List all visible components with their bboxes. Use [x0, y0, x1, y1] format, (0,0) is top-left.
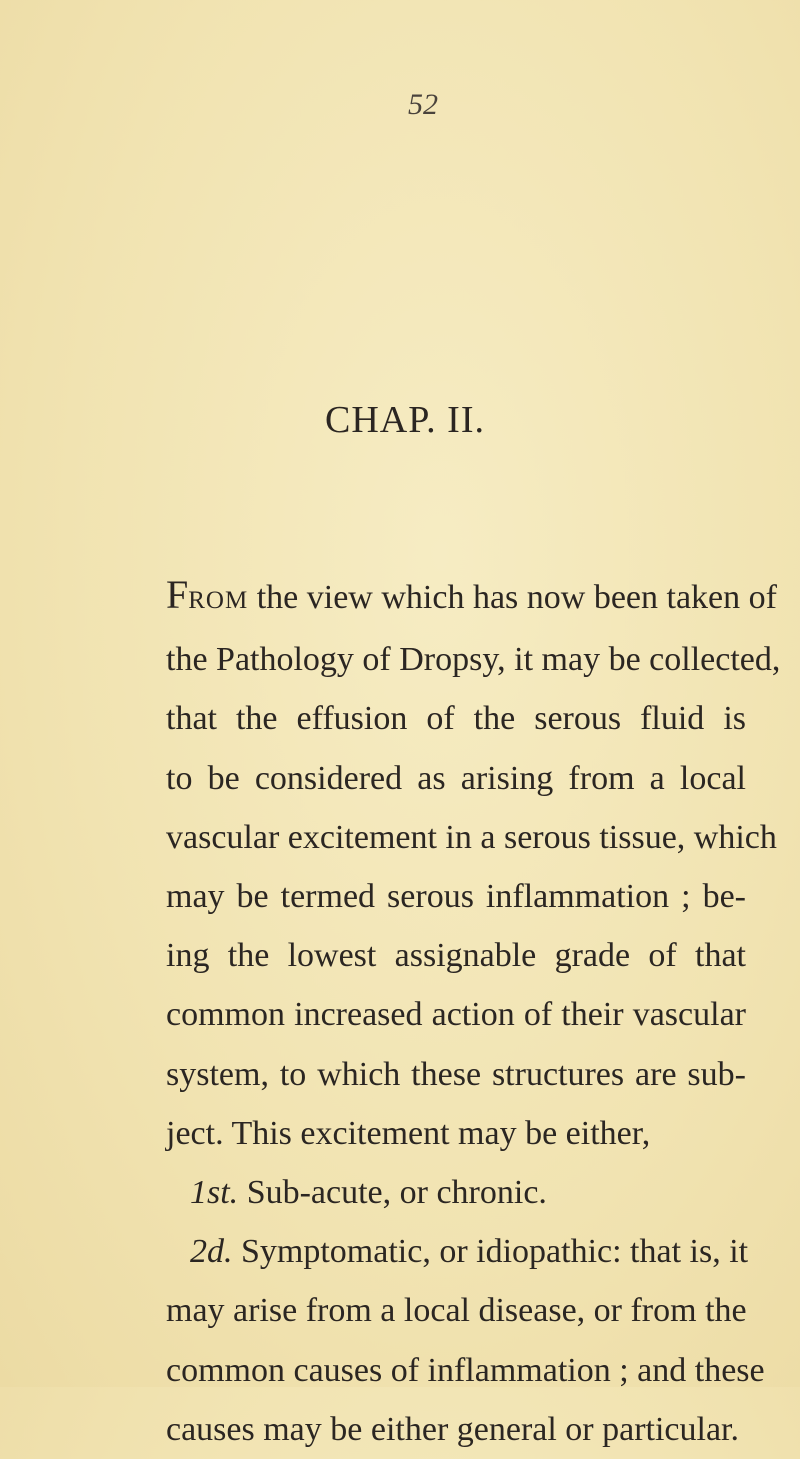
text-line-2: the Pathology of Dropsy, it may be collected, [166, 641, 781, 679]
text-line-10: ject. This excitement may be either, [166, 1114, 651, 1152]
text-line-4: to be considered as arising from a local [166, 759, 746, 797]
text-line-13: may arise from a local disease, or from the [166, 1292, 747, 1330]
text-line-9: system, to which these structures are sub- [166, 1055, 746, 1093]
drop-initial: F [166, 572, 189, 617]
text-line-5: vascular excitement in a serous tissue, which [166, 818, 777, 856]
text-line-1 [166, 565, 777, 630]
text-line-14: common causes of inflammation ; and these [166, 1351, 765, 1389]
text-line-8: common increased action of their vascular [166, 996, 746, 1034]
text-line-7: ing the lowest assignable grade of that [166, 937, 746, 975]
list-marker-2: 2d. [190, 1233, 233, 1271]
list-item-2-text: Symptomatic, or idiopathic: that is, it [232, 1233, 749, 1271]
list-item-1 [166, 1163, 746, 1222]
chapter-title: CHAP. II. [325, 399, 485, 441]
text-line-6: may be termed serous inflammation ; be- [166, 878, 746, 916]
text-line-15: causes may be either general or particular. [166, 1410, 740, 1448]
list-item-1-text: Sub-acute, or chronic. [238, 1174, 547, 1212]
chapter-body [166, 565, 781, 1459]
page-number: 52 [408, 88, 438, 121]
list-item-2 [166, 1222, 749, 1281]
small-caps-word: ROM [188, 587, 249, 614]
text-line-3: that the effusion of the serous fluid is [166, 700, 746, 738]
text-line-1-rest: the view which has now been taken of [248, 579, 777, 616]
list-marker-1: 1st. [190, 1174, 239, 1212]
